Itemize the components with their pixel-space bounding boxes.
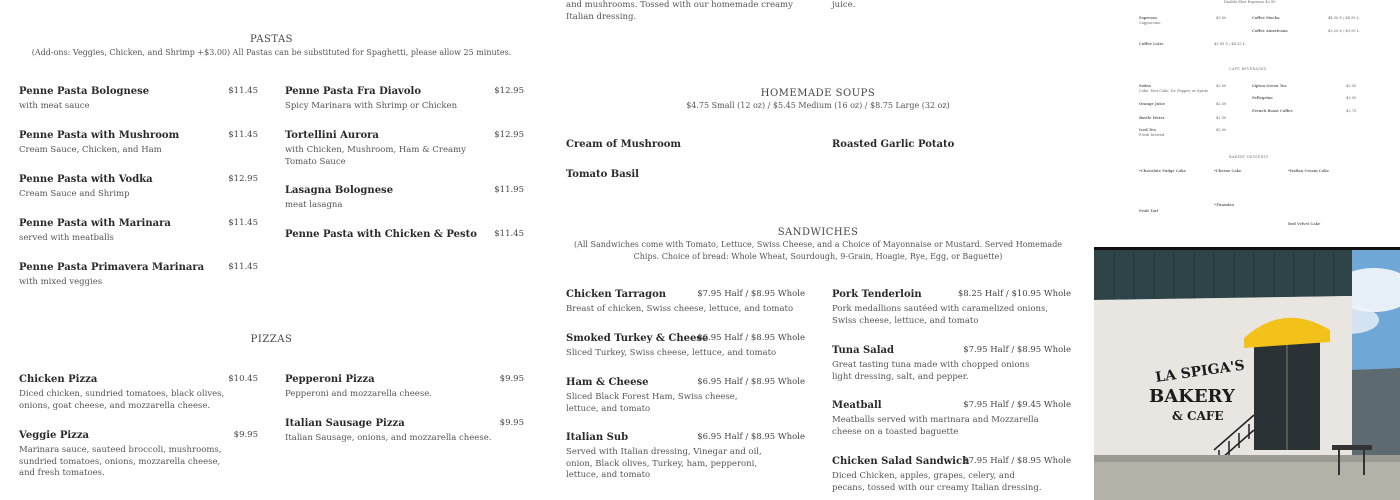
menu-item: Italian Sub $6.95 Half / $8.95 Whole Served with Italian dressing, Vinegar and oil, onion, Black olives, Turkey, ham, pepperoni, lettuce, and tomato <box>566 432 805 480</box>
storefront-photo <box>1094 250 1400 500</box>
sign-line2: BAKERY <box>1149 386 1235 407</box>
sandwiches-note: (All Sandwiches come with Tomato, Lettuce, Swiss Cheese, and a Choice of Mayonnaise or Mustard. Served Homemade Chips. Choice of bread: Whole Wheat, Sourdough, 9-Grain, Hoagie, Rye, Egg, or Baguette) <box>573 240 1063 261</box>
sandwiches-title: SANDWICHES <box>777 227 859 238</box>
menu-item: Pepperoni Pizza $9.95 Pepperoni and mozzarella cheese. <box>285 374 524 399</box>
menu-item: Chicken Pizza $10.45 Diced chicken, sundried tomatoes, black olives, onions, goat cheese, and mozzarella cheese. <box>19 374 258 411</box>
menu-item: Penne Pasta with Chicken & Pesto $11.45 <box>285 229 524 240</box>
sign-line3: & CAFE <box>1172 409 1224 423</box>
menu-thumbnail: Double Shot Espresso $2.95 Espresso Cappuccino $3.50 Coffee Mocha $4.50 S / $4.95 L Coffee Americano $3.25 S / $3.95 L Coffee Latte $3.95 S / $4.25 L CAFE BEVERAGES Sodas Coke, Diet Coke, Dr. Pepper, or Sprite $2.00 Lipton Green Tea $2.50 Orange Juice $2.50 Pellegrino $3.00 Bottle Water $1.50 French Roast Coffee $2.75 Iced Tea Fresh brewed $2.00 BAKERY DESSERTS *Chocolate Fudge Cake *Cheese Cake *Italian Cream Cake Fruit Tart *Tiramisu Red Velvet Cake <box>1094 0 1400 247</box>
soup-item: Roasted Garlic Potato <box>832 139 955 150</box>
menu-item: Smoked Turkey & Cheese $6.95 Half / $8.95 Whole Sliced Turkey, Swiss cheese, lettuce, and tomato <box>566 333 805 358</box>
soups-title: HOMEMADE SOUPS <box>760 88 876 99</box>
menu-item: Meatball $7.95 Half / $9.45 Whole Meatballs served with marinara and Mozzarella cheese on a toasted baguette <box>832 400 1071 437</box>
menu-item: Penne Pasta with Mushroom $11.45 Cream Sauce, Chicken, and Ham <box>19 130 258 155</box>
soup-item: Tomato Basil <box>566 169 639 180</box>
soups-note: $4.75 Small (12 oz) / $5.45 Medium (16 oz) / $8.75 Large (32 oz) <box>686 101 950 110</box>
menu-item: Italian Sausage Pizza $9.95 Italian Sausage, onions, and mozzarella cheese. <box>285 418 524 443</box>
menu-item: Veggie Pizza $9.95 Marinara sauce, sauteed broccoli, mushrooms, sundried tomatoes, onions, mozzarella cheese, and fresh tomatoes. <box>19 430 258 478</box>
menu-item: Penne Pasta Primavera Marinara $11.45 with mixed veggies <box>19 262 258 287</box>
menu-item: Chicken Salad Sandwich $7.95 Half / $8.95 Whole Diced Chicken, apples, grapes, celery, and pecans, tossed with our creamy Italian dressing. <box>832 456 1071 493</box>
menu-item: Ham & Cheese $6.95 Half / $8.95 Whole Sliced Black Forest Ham, Swiss cheese, lettuce, and tomato <box>566 377 805 414</box>
menu-item: Penne Pasta with Marinara $11.45 served with meatballs <box>19 218 258 243</box>
menu-item: Lasagna Bolognese $11.95 meat lasagna <box>285 185 524 210</box>
salad-fragment: and mushrooms. Tossed with our homemade creamy Italian dressing. <box>566 0 793 22</box>
roof-panels <box>1094 250 1352 300</box>
pastas-note: (Add-ons: Veggies, Chicken, and Shrimp +$3.00) All Pastas can be substituted for Spaghetti, please allow 25 minutes. <box>31 48 512 57</box>
storefront-illustration <box>1094 250 1400 500</box>
menu-item: Tortellini Aurora $12.95 with Chicken, Mushroom, Ham & Creamy Tomato Sauce <box>285 130 524 167</box>
soup-item: Cream of Mushroom <box>566 139 682 150</box>
menu-item: Pork Tenderloin $8.25 Half / $10.95 Whole Pork medallions sautéed with caramelized onions, Swiss cheese, lettuce, and tomato <box>832 289 1071 326</box>
sign-line1: LA SPIGA'S <box>1154 357 1246 386</box>
menu-item: Chicken Tarragon $7.95 Half / $8.95 Whole Breast of chicken, Swiss cheese, lettuce, and tomato <box>566 289 805 314</box>
menu-item: Penne Pasta Fra Diavolo $12.95 Spicy Marinara with Shrimp or Chicken <box>285 86 524 111</box>
patio-table <box>1332 445 1372 450</box>
juice-fragment: juice. <box>832 0 856 10</box>
pizzas-title: PIZZAS <box>250 334 293 345</box>
menu-item: Penne Pasta with Vodka $12.95 Cream Sauce and Shrimp <box>19 174 258 199</box>
menu-item: Penne Pasta Bolognese $11.45 with meat sauce <box>19 86 258 111</box>
pastas-title: PASTAS <box>249 34 294 45</box>
menu-item: Tuna Salad $7.95 Half / $8.95 Whole Great tasting tuna made with chopped onions light dressing, salt, and pepper. <box>832 345 1071 382</box>
